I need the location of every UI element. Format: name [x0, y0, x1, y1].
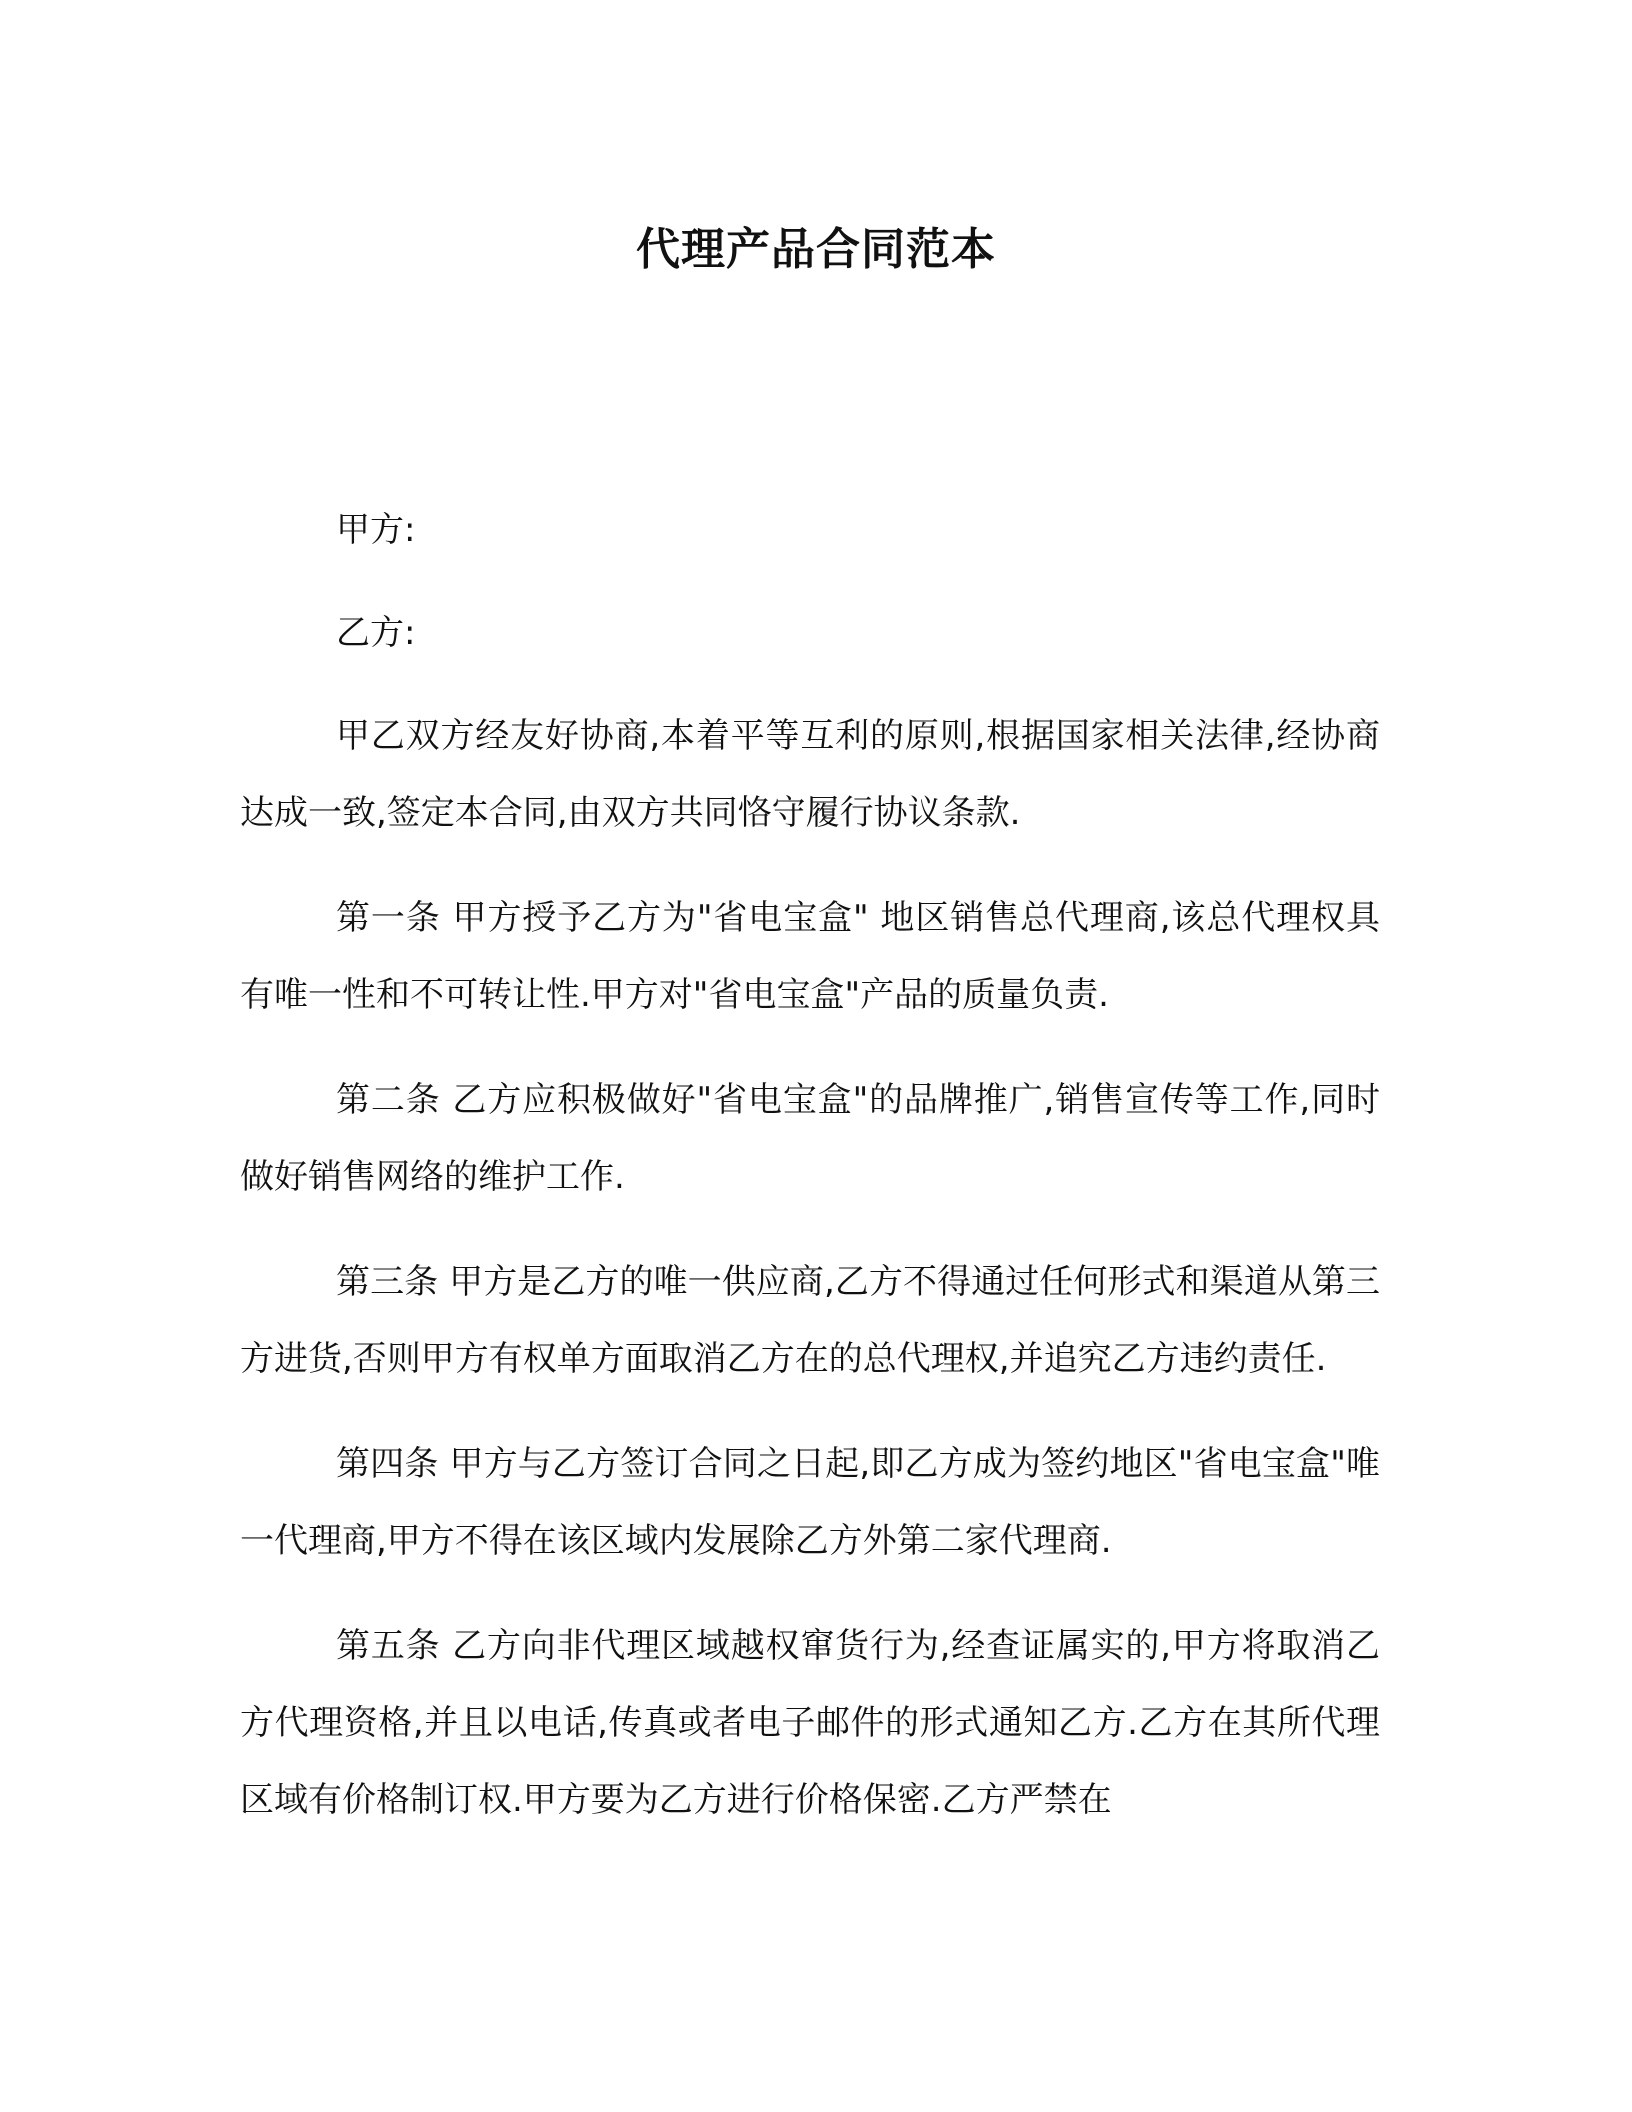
preamble-paragraph: 甲乙双方经友好协商,本着平等互利的原则,根据国家相关法律,经协商达成一致,签定本合同,由双方共同恪守履行协议条款. — [240, 716, 1380, 833]
article-5-paragraph: 第五条 乙方向非代理区域越权窜货行为,经查证属实的,甲方将取消乙方代理资格,并且以电话,传真或者电子邮件的形式通知乙方.乙方在其所代理区域有价格制订权.甲方要为乙方进行价格保密.乙方严禁在 — [240, 1626, 1380, 1820]
article-2-paragraph: 第二条 乙方应积极做好"省电宝盒"的品牌推广,销售宣传等工作,同时做好销售网络的维护工作. — [240, 1080, 1380, 1197]
article-1-paragraph: 第一条 甲方授予乙方为"省电宝盒" 地区销售总代理商,该总代理权具有唯一性和不可转让性.甲方对"省电宝盒"产品的质量负责. — [240, 898, 1380, 1015]
document-title: 代理产品合同范本 — [636, 224, 996, 275]
article-4-paragraph: 第四条 甲方与乙方签订合同之日起,即乙方成为签约地区"省电宝盒"唯一代理商,甲方不得在该区域内发展除乙方外第二家代理商. — [240, 1444, 1380, 1561]
document-body — [240, 492, 1380, 1867]
party-b-label: 乙方: — [336, 613, 416, 653]
party-a-label: 甲方: — [336, 510, 416, 550]
article-3-paragraph: 第三条 甲方是乙方的唯一供应商,乙方不得通过任何形式和渠道从第三方进货,否则甲方有权单方面取消乙方在的总代理权,并追究乙方违约责任. — [240, 1262, 1380, 1379]
